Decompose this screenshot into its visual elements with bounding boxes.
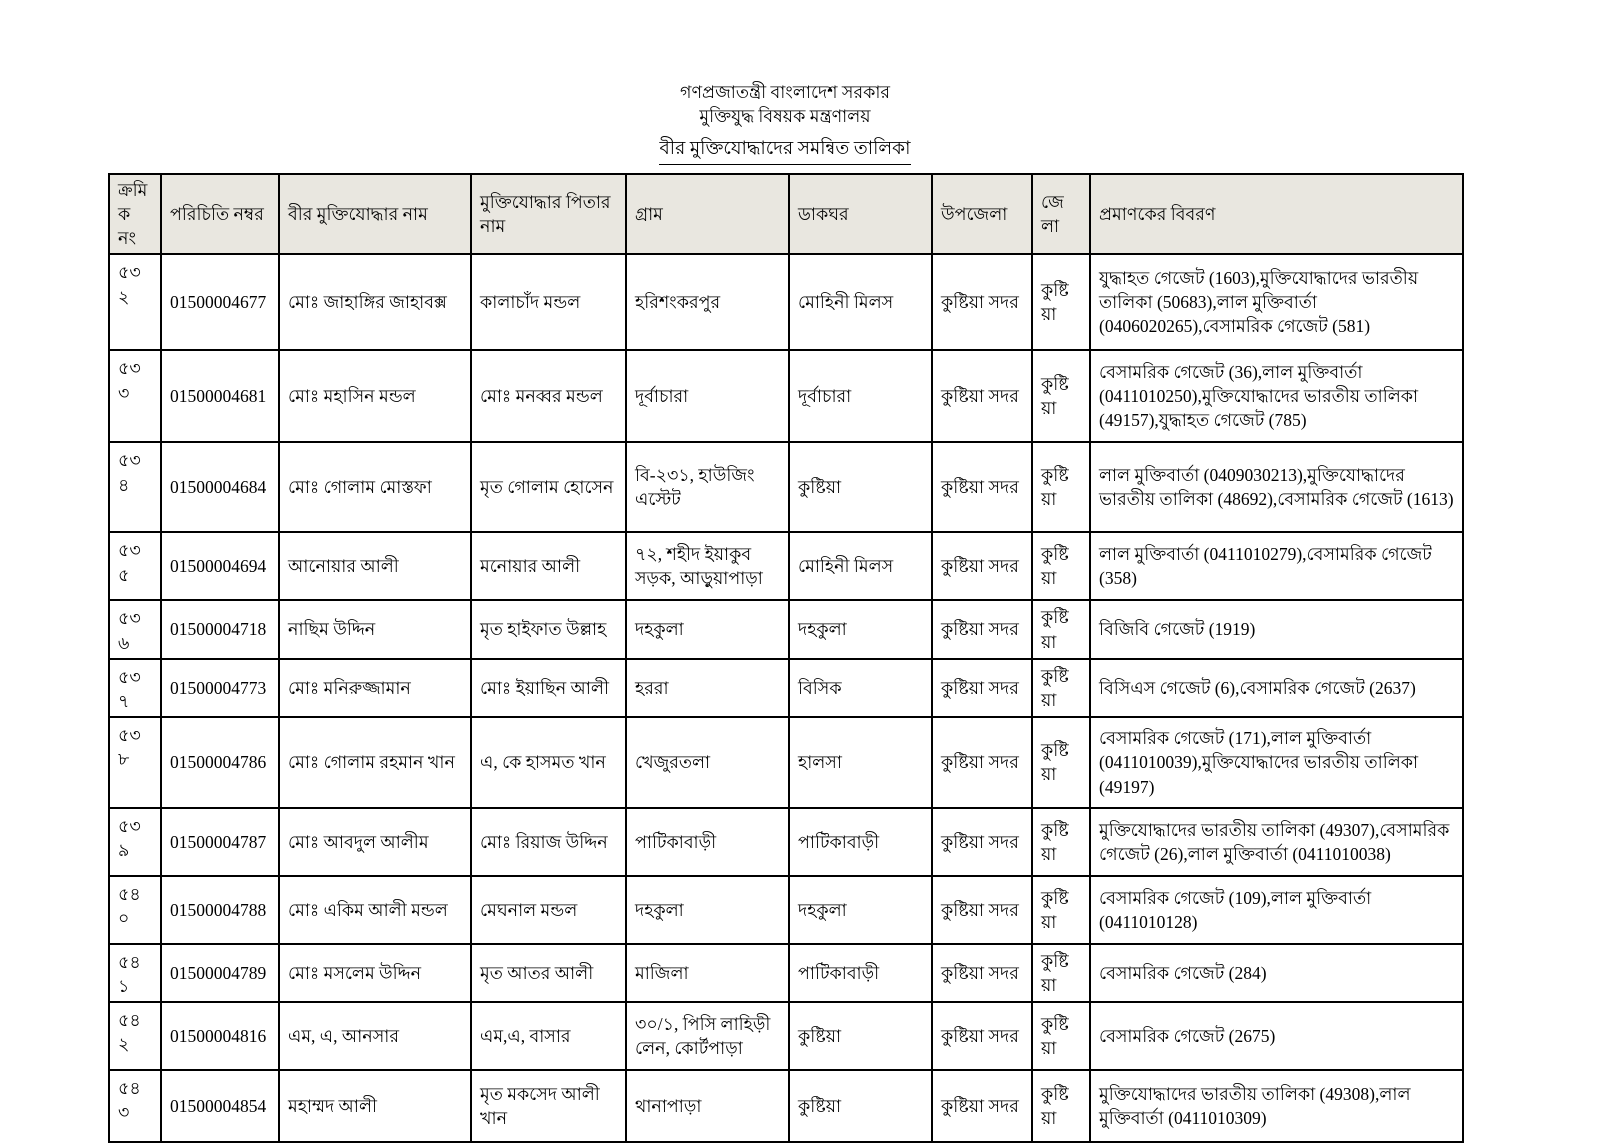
- document-header: [108, 80, 1462, 165]
- village-cell: দহকুলা: [626, 600, 789, 658]
- village-cell: থানাপাড়া: [626, 1070, 789, 1142]
- table-row: [109, 717, 1463, 808]
- col-header-upazila: উপজেলা: [932, 174, 1032, 254]
- col-header-evidence: প্রমাণকের বিবরণ: [1090, 174, 1463, 254]
- table-row: [109, 1070, 1463, 1142]
- serial-number-cell: ৫৩৪: [109, 442, 161, 532]
- post-office-cell: বিসিক: [789, 659, 932, 717]
- father-name-cell: মোঃ রিয়াজ উদ্দিন: [471, 808, 626, 876]
- post-office-cell: হালসা: [789, 717, 932, 808]
- evidence-cell: বেসামরিক গেজেট (284): [1090, 944, 1463, 1002]
- post-office-cell: দূর্বাচারা: [789, 350, 932, 442]
- village-cell: দূর্বাচারা: [626, 350, 789, 442]
- upazila-cell: কুষ্টিয়া সদর: [932, 600, 1032, 658]
- identity-number-cell: 01500004786: [161, 717, 279, 808]
- ministry-name: মুক্তিযুদ্ধ বিষয়ক মন্ত্রণালয়: [699, 106, 871, 126]
- serial-number-cell: ৫৩৭: [109, 659, 161, 717]
- col-header-father: মুক্তিযোদ্ধার পিতার নাম: [471, 174, 626, 254]
- fighter-name-cell: মোঃ মনিরুজ্জামান: [279, 659, 471, 717]
- identity-number-cell: 01500004684: [161, 442, 279, 532]
- table-row: [109, 808, 1463, 876]
- document-title: বীর মুক্তিযোদ্ধাদের সমন্বিত তালিকা: [659, 137, 910, 165]
- district-cell: কুষ্টিয়া: [1032, 944, 1090, 1002]
- post-office-cell: কুষ্টিয়া: [789, 1070, 932, 1142]
- evidence-cell: মুক্তিযোদ্ধাদের ভারতীয় তালিকা (49307),বেসামরিক গেজেট (26),লাল মুক্তিবার্তা (0411010038): [1090, 808, 1463, 876]
- post-office-cell: দহকুলা: [789, 876, 932, 944]
- upazila-cell: কুষ্টিয়া সদর: [932, 254, 1032, 350]
- identity-number-cell: 01500004773: [161, 659, 279, 717]
- identity-number-cell: 01500004677: [161, 254, 279, 350]
- freedom-fighters-table: [108, 173, 1464, 1143]
- fighter-name-cell: মহাম্মদ আলী: [279, 1070, 471, 1142]
- village-cell: বি-২৩১, হাউজিং এস্টেট: [626, 442, 789, 532]
- village-cell: ৩০/১, পিসি লাহিড়ী লেন, কোর্টপাড়া: [626, 1002, 789, 1070]
- fighter-name-cell: মোঃ জাহাঙ্গির জাহাবক্স: [279, 254, 471, 350]
- father-name-cell: মেঘনাল মন্ডল: [471, 876, 626, 944]
- table-row: [109, 876, 1463, 944]
- serial-number-cell: ৫৪৩: [109, 1070, 161, 1142]
- fighter-name-cell: মোঃ গোলাম মোস্তফা: [279, 442, 471, 532]
- table-row: [109, 944, 1463, 1002]
- table-row: [109, 350, 1463, 442]
- district-cell: কুষ্টিয়া: [1032, 350, 1090, 442]
- identity-number-cell: 01500004854: [161, 1070, 279, 1142]
- district-cell: কুষ্টিয়া: [1032, 876, 1090, 944]
- table-header-row: [109, 174, 1463, 254]
- upazila-cell: কুষ্টিয়া সদর: [932, 1070, 1032, 1142]
- fighter-name-cell: মোঃ আবদুল আলীম: [279, 808, 471, 876]
- serial-number-cell: ৫৪১: [109, 944, 161, 1002]
- evidence-cell: যুদ্ধাহত গেজেট (1603),মুক্তিযোদ্ধাদের ভারতীয় তালিকা (50683),লাল মুক্তিবার্তা (0406020265),বেসামরিক গেজেট (581): [1090, 254, 1463, 350]
- identity-number-cell: 01500004816: [161, 1002, 279, 1070]
- post-office-cell: মোহিনী মিলস: [789, 532, 932, 600]
- upazila-cell: কুষ্টিয়া সদর: [932, 876, 1032, 944]
- government-name: গণপ্রজাতন্ত্রী বাংলাদেশ সরকার: [679, 82, 891, 102]
- upazila-cell: কুষ্টিয়া সদর: [932, 1002, 1032, 1070]
- evidence-cell: লাল মুক্তিবার্তা (0411010279),বেসামরিক গেজেট (358): [1090, 532, 1463, 600]
- father-name-cell: এম,এ, বাসার: [471, 1002, 626, 1070]
- evidence-cell: বিজিবি গেজেট (1919): [1090, 600, 1463, 658]
- village-cell: মাজিলা: [626, 944, 789, 1002]
- district-cell: কুষ্টিয়া: [1032, 659, 1090, 717]
- village-cell: হররা: [626, 659, 789, 717]
- post-office-cell: দহকুলা: [789, 600, 932, 658]
- district-cell: কুষ্টিয়া: [1032, 442, 1090, 532]
- fighter-name-cell: মোঃ মহাসিন মন্ডল: [279, 350, 471, 442]
- serial-number-cell: ৫৩৯: [109, 808, 161, 876]
- father-name-cell: মোঃ ইয়াছিন আলী: [471, 659, 626, 717]
- upazila-cell: কুষ্টিয়া সদর: [932, 532, 1032, 600]
- serial-number-cell: ৫৩৬: [109, 600, 161, 658]
- post-office-cell: পাটিকাবাড়ী: [789, 944, 932, 1002]
- upazila-cell: কুষ্টিয়া সদর: [932, 350, 1032, 442]
- upazila-cell: কুষ্টিয়া সদর: [932, 659, 1032, 717]
- evidence-cell: বেসামরিক গেজেট (2675): [1090, 1002, 1463, 1070]
- upazila-cell: কুষ্টিয়া সদর: [932, 717, 1032, 808]
- village-cell: খেজুরতলা: [626, 717, 789, 808]
- col-header-name: বীর মুক্তিযোদ্ধার নাম: [279, 174, 471, 254]
- serial-number-cell: ৫৩৮: [109, 717, 161, 808]
- father-name-cell: মৃত আতর আলী: [471, 944, 626, 1002]
- village-cell: ৭২, শহীদ ইয়াকুব সড়ক, আড়ুয়াপাড়া: [626, 532, 789, 600]
- identity-number-cell: 01500004789: [161, 944, 279, 1002]
- table-body: [109, 254, 1463, 1142]
- col-header-serial: ক্রমিক নং: [109, 174, 161, 254]
- upazila-cell: কুষ্টিয়া সদর: [932, 808, 1032, 876]
- evidence-cell: বেসামরিক গেজেট (36),লাল মুক্তিবার্তা (0411010250),মুক্তিযোদ্ধাদের ভারতীয় তালিকা (49157),যুদ্ধাহত গেজেট (785): [1090, 350, 1463, 442]
- evidence-cell: বেসামরিক গেজেট (109),লাল মুক্তিবার্তা (0411010128): [1090, 876, 1463, 944]
- col-header-post-office: ডাকঘর: [789, 174, 932, 254]
- fighter-name-cell: মোঃ মসলেম উদ্দিন: [279, 944, 471, 1002]
- serial-number-cell: ৫৩২: [109, 254, 161, 350]
- evidence-cell: মুক্তিযোদ্ধাদের ভারতীয় তালিকা (49308),লাল মুক্তিবার্তা (0411010309): [1090, 1070, 1463, 1142]
- father-name-cell: মনোয়ার আলী: [471, 532, 626, 600]
- col-header-village: গ্রাম: [626, 174, 789, 254]
- evidence-cell: বেসামরিক গেজেট (171),লাল মুক্তিবার্তা (0411010039),মুক্তিযোদ্ধাদের ভারতীয় তালিকা (49197): [1090, 717, 1463, 808]
- fighter-name-cell: মোঃ গোলাম রহমান খান: [279, 717, 471, 808]
- fighter-name-cell: মোঃ একিম আলী মন্ডল: [279, 876, 471, 944]
- col-header-district: জেলা: [1032, 174, 1090, 254]
- district-cell: কুষ্টিয়া: [1032, 717, 1090, 808]
- district-cell: কুষ্টিয়া: [1032, 808, 1090, 876]
- father-name-cell: কালাচাঁদ মন্ডল: [471, 254, 626, 350]
- post-office-cell: পাটিকাবাড়ী: [789, 808, 932, 876]
- post-office-cell: মোহিনী মিলস: [789, 254, 932, 350]
- district-cell: কুষ্টিয়া: [1032, 1070, 1090, 1142]
- father-name-cell: মোঃ মনব্বর মন্ডল: [471, 350, 626, 442]
- evidence-cell: বিসিএস গেজেট (6),বেসামরিক গেজেট (2637): [1090, 659, 1463, 717]
- post-office-cell: কুষ্টিয়া: [789, 1002, 932, 1070]
- table-row: [109, 254, 1463, 350]
- identity-number-cell: 01500004788: [161, 876, 279, 944]
- col-header-identity: পরিচিতি নম্বর: [161, 174, 279, 254]
- serial-number-cell: ৫৪০: [109, 876, 161, 944]
- fighter-name-cell: নাছিম উদ্দিন: [279, 600, 471, 658]
- village-cell: পাটিকাবাড়ী: [626, 808, 789, 876]
- identity-number-cell: 01500004718: [161, 600, 279, 658]
- district-cell: কুষ্টিয়া: [1032, 600, 1090, 658]
- father-name-cell: মৃত মকসেদ আলী খান: [471, 1070, 626, 1142]
- father-name-cell: মৃত হাইফাত উল্লাহ: [471, 600, 626, 658]
- fighter-name-cell: আনোয়ার আলী: [279, 532, 471, 600]
- upazila-cell: কুষ্টিয়া সদর: [932, 442, 1032, 532]
- table-row: [109, 442, 1463, 532]
- village-cell: হরিশংকরপুর: [626, 254, 789, 350]
- district-cell: কুষ্টিয়া: [1032, 532, 1090, 600]
- village-cell: দহকুলা: [626, 876, 789, 944]
- serial-number-cell: ৫৩৫: [109, 532, 161, 600]
- identity-number-cell: 01500004694: [161, 532, 279, 600]
- identity-number-cell: 01500004681: [161, 350, 279, 442]
- evidence-cell: লাল মুক্তিবার্তা (0409030213),মুক্তিযোদ্ধাদের ভারতীয় তালিকা (48692),বেসামরিক গেজেট (1613): [1090, 442, 1463, 532]
- fighter-name-cell: এম, এ, আনসার: [279, 1002, 471, 1070]
- identity-number-cell: 01500004787: [161, 808, 279, 876]
- post-office-cell: কুষ্টিয়া: [789, 442, 932, 532]
- district-cell: কুষ্টিয়া: [1032, 254, 1090, 350]
- table-row: [109, 1002, 1463, 1070]
- table-row: [109, 659, 1463, 717]
- district-cell: কুষ্টিয়া: [1032, 1002, 1090, 1070]
- father-name-cell: এ, কে হাসমত খান: [471, 717, 626, 808]
- serial-number-cell: ৫৩৩: [109, 350, 161, 442]
- upazila-cell: কুষ্টিয়া সদর: [932, 944, 1032, 1002]
- table-row: [109, 532, 1463, 600]
- father-name-cell: মৃত গোলাম হোসেন: [471, 442, 626, 532]
- table-row: [109, 600, 1463, 658]
- serial-number-cell: ৫৪২: [109, 1002, 161, 1070]
